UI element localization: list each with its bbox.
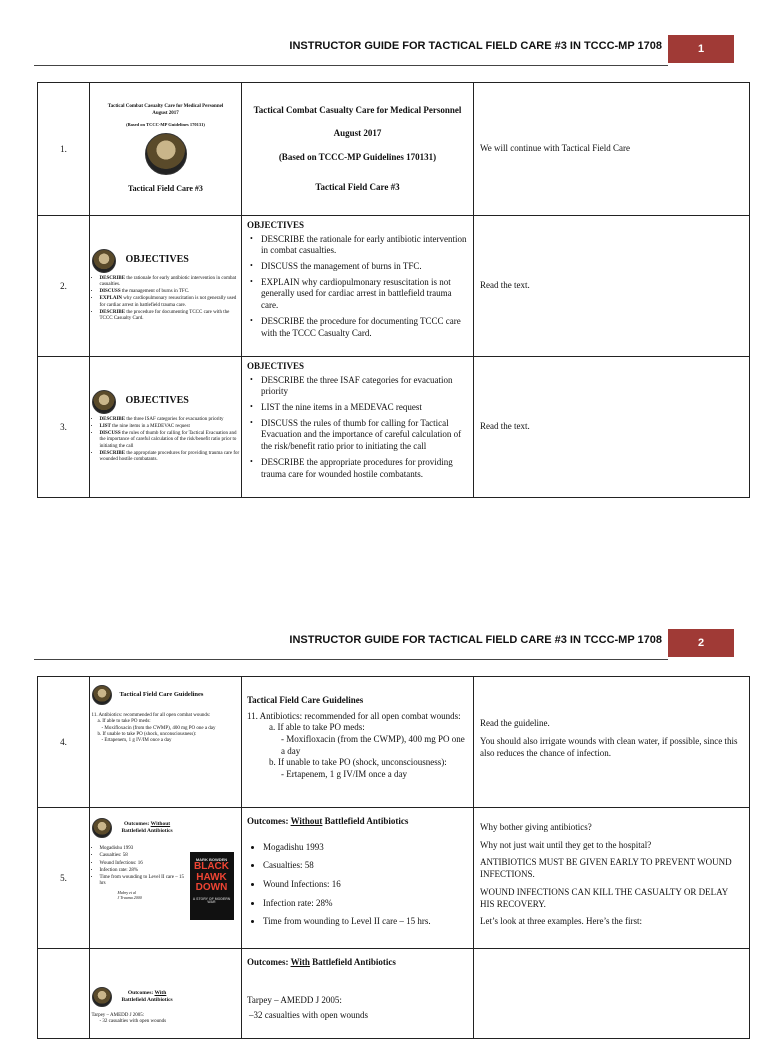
tccc-seal-icon — [145, 133, 187, 175]
list-item: • Mogadishu 1993 — [100, 846, 186, 852]
row-number — [38, 949, 90, 1039]
list-item: • DESCRIBE the three ISAF categories for evacuation priority — [100, 417, 240, 423]
list-item: • EXPLAIN why cardiopulmonary resuscitation is not generally used for cardiac arrest in battlefield trauma care. — [100, 296, 240, 309]
list-item: • LIST the nine items in a MEDEVAC request — [261, 402, 468, 414]
table-row — [38, 808, 750, 949]
slide-thumbnail: Tactical Combat Casualty Care for Medical Personnel August 2017 (Based on TCCC-MP Guidelines 170131) Tactical Field Care #3 — [90, 83, 242, 216]
list-item: • DISCUSS the management of burns in TFC. — [261, 261, 468, 273]
list-item: • Mogadishu 1993 — [263, 842, 468, 854]
list-item: • Wound Infections: 16 — [263, 879, 468, 891]
slide-thumbnail: Outcomes: With Battlefield Antibiotics Tarpey – AMEDD J 2005: - 32 casualties with open wounds — [90, 949, 242, 1039]
list-item: • DESCRIBE the three ISAF categories for evacuation priority — [261, 375, 468, 398]
list-item: • Casualties: 58 — [100, 853, 186, 859]
list-item: • Casualties: 58 — [263, 860, 468, 872]
list-item: • DESCRIBE the rationale for early antibiotic intervention in combat casualties. — [261, 234, 468, 257]
list-item: • DESCRIBE the appropriate procedures for providing trauma care for wounded hostile combatants. — [261, 457, 468, 480]
tccc-seal-icon — [92, 818, 112, 838]
table-row — [38, 216, 750, 357]
list-item: • DISCUSS the management of burns in TFC. — [100, 289, 240, 295]
list-item: • DISCUSS the rules of thumb for calling for Tactical Evacuation and the importance of careful calculation of the risk/benefit ratio prior to initiating the call — [100, 431, 240, 450]
page-header — [34, 35, 734, 63]
slide-text: OBJECTIVES • DESCRIBE the rationale for early antibiotic intervention in combat casualties. • DISCUSS the management of burns in TFC. • EXPLAIN why cardiopulmonary resuscitation is not generally used for cardiac arrest in battlefield trauma care. • DESCRIBE the procedure for documenting TCCC care with the TCCC Casualty Card. — [242, 216, 474, 357]
tccc-seal-icon — [92, 390, 116, 414]
tccc-seal-icon — [92, 249, 116, 273]
list-item: • DESCRIBE the appropriate procedures for providing trauma care for wounded hostile combatants. — [100, 451, 240, 464]
header-title: INSTRUCTOR GUIDE FOR TACTICAL FIELD CARE #3 IN TCCC-MP 1708 — [289, 40, 662, 52]
header-title: INSTRUCTOR GUIDE FOR TACTICAL FIELD CARE #3 IN TCCC-MP 1708 — [289, 634, 662, 646]
slide-thumbnail: OBJECTIVES • DESCRIBE the three ISAF categories for evacuation priority • LIST the nine items in a MEDEVAC request • DISCUSS the rules of thumb for calling for Tactical Evacuation and the importance of careful calculation of the risk/benefit ratio prior to initiating the call • DESCRIBE the appropriate procedures for providing trauma care for wounded hostile combatants. — [90, 357, 242, 498]
header-rule — [34, 659, 668, 660]
list-item: • Infection rate: 28% — [100, 868, 186, 874]
table-row — [38, 83, 750, 216]
tccc-seal-icon — [92, 685, 112, 705]
instructor-notes: Read the text. — [474, 216, 750, 357]
instructor-notes: Why bother giving antibiotics? Why not just wait until they get to the hospital? ANTIBIOTICS MUST BE GIVEN EARLY TO PREVENT WOUND INFECTIONS. WOUND INFECTIONS CAN KILL THE CASUALTY OR DELAY HIS RECOVERY. Let’s look at three examples. Here’s the first: — [474, 808, 750, 949]
list-item: • Infection rate: 28% — [263, 898, 468, 910]
black-hawk-down-book-cover: MARK BOWDEN BLACK HAWK DOWN A STORY OF MODERN WAR — [190, 852, 234, 920]
list-item: • DESCRIBE the procedure for documenting TCCC care with the TCCC Casualty Card. — [100, 310, 240, 323]
list-item: • EXPLAIN why cardiopulmonary resuscitation is not generally used for cardiac arrest in battlefield trauma care. — [261, 277, 468, 312]
slide-text: Tactical Field Care Guidelines 11. Antibiotics: recommended for all open combat wounds: a. If able to take PO meds: - Moxifloxacin (from the CWMP), 400 mg PO one a day b. If unable to take PO (shock, unconsciousness): - Ertapenem, 1 g IV/IM once a day — [242, 677, 474, 808]
list-item: • DESCRIBE the rationale for early antibiotic intervention in combat casualties. — [100, 276, 240, 289]
instructor-notes: Read the text. — [474, 357, 750, 498]
slide-text: Outcomes: Without Battlefield Antibiotics • Mogadishu 1993 • Casualties: 58 • Wound Infections: 16 • Infection rate: 28% • Time from wounding to Level II care – 15 hrs. — [242, 808, 474, 949]
tccc-seal-icon — [92, 987, 112, 1007]
row-number: 5. — [38, 808, 90, 949]
row-number: 3. — [38, 357, 90, 498]
header-rule — [34, 65, 668, 66]
guide-table-page-1 — [37, 82, 750, 498]
page-number: 2 — [668, 629, 734, 657]
page-number: 1 — [668, 35, 734, 63]
slide-text: OBJECTIVES • DESCRIBE the three ISAF categories for evacuation priority • LIST the nine items in a MEDEVAC request • DISCUSS the rules of thumb for calling for Tactical Evacuation and the importance of careful calculation of the risk/benefit ratio prior to initiating the call • DESCRIBE the appropriate procedures for providing trauma care for wounded hostile combatants. — [242, 357, 474, 498]
list-item: • Wound Infections: 16 — [100, 861, 186, 867]
list-item: • DESCRIBE the procedure for documenting TCCC care with the TCCC Casualty Card. — [261, 316, 468, 339]
page-header — [34, 629, 734, 657]
guide-table-page-2 — [37, 676, 750, 1039]
slide-thumbnail: OBJECTIVES • DESCRIBE the rationale for early antibiotic intervention in combat casualties. • DISCUSS the management of burns in TFC. • EXPLAIN why cardiopulmonary resuscitation is not generally used for cardiac arrest in battlefield trauma care. • DESCRIBE the procedure for documenting TCCC care with the TCCC Casualty Card. — [90, 216, 242, 357]
list-item: • LIST the nine items in a MEDEVAC request — [100, 424, 240, 430]
slide-thumbnail: Outcomes: Without Battlefield Antibiotics • Mogadishu 1993 • Casualties: 58 • Wound Infections: 16 • Infection rate: 28% • Time from wounding to Level II care – 15 hrs Mabry et al J Trauma 2000 MARK BOWDEN BLACK HAWK DOWN A STORY OF MODERN WAR — [90, 808, 242, 949]
table-row — [38, 949, 750, 1039]
row-number: 2. — [38, 216, 90, 357]
slide-text: Tactical Combat Casualty Care for Medical Personnel August 2017 (Based on TCCC-MP Guidelines 170131) Tactical Field Care #3 — [242, 83, 474, 216]
table-row — [38, 357, 750, 498]
list-item: • DISCUSS the rules of thumb for calling for Tactical Evacuation and the importance of careful calculation of the risk/benefit ratio prior to initiating the call — [261, 418, 468, 453]
list-item: • Time from wounding to Level II care – 15 hrs — [100, 875, 186, 888]
slide-text: Outcomes: With Battlefield Antibiotics Tarpey – AMEDD J 2005: –32 casualties with open wounds — [242, 949, 474, 1039]
row-number: 1. — [38, 83, 90, 216]
instructor-notes: We will continue with Tactical Field Care — [474, 83, 750, 216]
list-item: • Time from wounding to Level II care – 15 hrs. — [263, 916, 468, 928]
instructor-notes — [474, 949, 750, 1039]
row-number: 4. — [38, 677, 90, 808]
table-row — [38, 677, 750, 808]
slide-thumbnail: Tactical Field Care Guidelines 11. Antibiotics: recommended for all open combat wounds: a. If able to take PO meds: - Moxifloxacin (from the CWMP), 400 mg PO one a day b. If unable to take PO (shock, unconsciousness): - Ertapenem, 1 g IV/IM once a day — [90, 677, 242, 808]
instructor-notes: Read the guideline. You should also irrigate wounds with clean water, if possible, since this also reduces the chance of infection. — [474, 677, 750, 808]
